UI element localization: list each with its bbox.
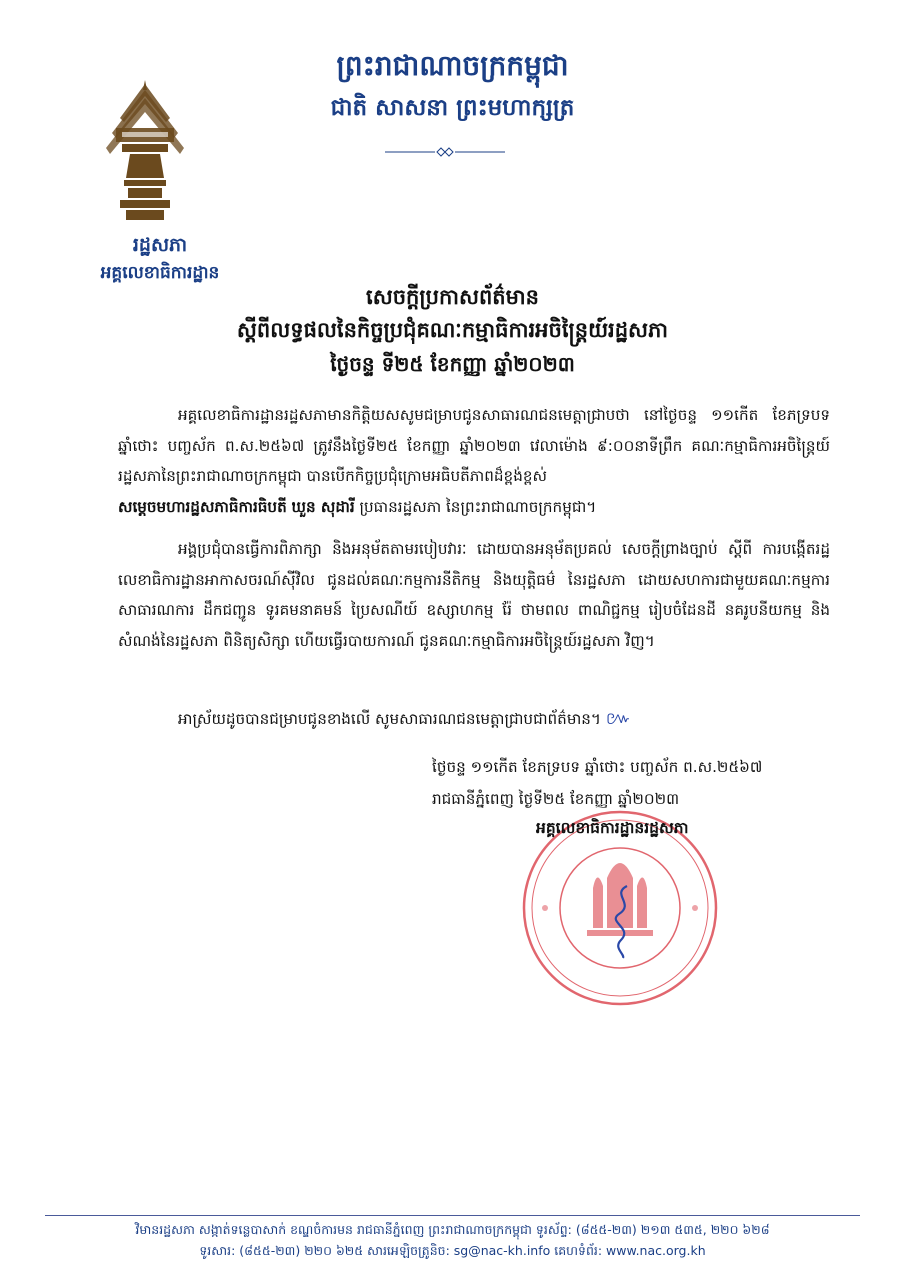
end-mark: ៚ <box>605 708 632 729</box>
solar-date: រាជធានីភ្នំពេញ ថ្ងៃទី២៥ ខែកញ្ញា ឆ្នាំ២០២៣ <box>432 790 680 808</box>
paragraph-3 <box>178 704 828 735</box>
kingdom-title: ព្រះរាជាណាចក្រកម្ពុជា <box>336 49 569 82</box>
ministry-department: អគ្គលេខាធិការដ្ឋាន <box>100 263 220 283</box>
ministry-name: រដ្ឋសភា <box>132 234 188 256</box>
national-motto: ជាតិ សាសនា ព្រះមហាក្សត្រ <box>330 95 575 121</box>
closing-text: អាស្រ័យដូចបានជម្រាបជូនខាងលើ សូមសាធារណជនមេត្តាជ្រាបជាព័ត៌មាន។ <box>178 710 601 728</box>
document-date: ថ្ងៃចន្ទ ទី២៥ ខែកញ្ញា ឆ្នាំ២០២៣ <box>330 352 575 376</box>
footer-contact: ទូរសារ: (៨៥៥-២៣) ២២០ ៦២៥ សារអេឡិចត្រូនិច: sg@nac-kh.info គេហទំព័រ: www.nac.org.kh <box>199 1243 706 1258</box>
signatory-title: អគ្គលេខាធិការដ្ឋានរដ្ឋសភា <box>536 819 689 837</box>
chair-title: សម្តេចមហារដ្ឋសភាធិការធិបតី <box>118 497 287 516</box>
paragraph-2: អង្គប្រជុំបានធ្វើការពិភាក្សា និងអនុម័តតាមរបៀបវារៈ ដោយបានអនុម័តប្រគល់ សេចក្តីព្រាងច្បាប់ ស្តីពី ការបង្កើតរដ្ឋលេខាធិការដ្ឋានអាកាសចរណ៍ស៊ីវិល ជូនដល់គណៈកម្មការនីតិកម្ម និងយុត្តិធម៌ នៃរដ្ឋសភា ដោយសហការជាមួយគណៈកម្មការសាធារណការ ដឹកជញ្ជូន ទូរគមនាគមន៍ ប្រៃសណីយ៍ ឧស្សាហកម្ម រ៉ែ ថាមពល ពាណិជ្ជកម្ម រៀបចំដែនដី នគរូបនីយកម្ម និងសំណង់នៃរដ្ឋសភា ពិនិត្យសិក្សា ហើយធ្វើរបាយការណ៍ ជូនគណៈកម្មាធិការអចិន្ត្រៃយ៍រដ្ឋសភា វិញ។ <box>118 540 830 650</box>
paragraph-1-ending: ប្រធានរដ្ឋសភា នៃព្រះរាជាណាចក្រកម្ពុជា។ <box>359 497 597 516</box>
lunar-date: ថ្ងៃចន្ទ ១១កើត ខែភទ្របទ ឆ្នាំថោះ បញ្ចស័ក ព.ស.២៥៦៧ <box>432 758 763 776</box>
footer-divider <box>45 1215 860 1216</box>
chair-name: ឃួន សុដារី <box>291 497 355 516</box>
paragraph-1-text: អគ្គលេខាធិការដ្ឋានរដ្ឋសភាមានកិត្តិយសសូមជម្រាបជូនសាធារណជនមេត្តាជ្រាបថា នៅថ្ងៃចន្ទ ១១កើត ខែភទ្របទ ឆ្នាំថោះ បញ្ចស័ក ព.ស.២៥៦៧ ត្រូវនឹងថ្ងៃទី២៥ ខែកញ្ញា ឆ្នាំ២០២៣ វេលាម៉ោង ៩:០០នាទីព្រឹក គណៈកម្មាធិការអចិន្ត្រៃយ៍រដ្ឋសភានៃព្រះរាជាណាចក្រកម្ពុជា បានបើកកិច្ចប្រជុំក្រោមអធិបតីភាពដ៏ខ្ពង់ខ្ពស់ <box>118 406 830 485</box>
document-subject: ស្តីពីលទ្ធផលនៃកិច្ចប្រជុំគណៈកម្មាធិការអចិន្ត្រៃយ៍រដ្ឋសភា <box>236 318 669 342</box>
national-assembly-emblem-icon <box>100 78 190 223</box>
paragraph-1 <box>118 400 830 522</box>
footer-address: វិមានរដ្ឋសភា សង្កាត់ទន្លេបាសាក់ ខណ្ឌចំការមន រាជធានីភ្នំពេញ ព្រះរាជាណាចក្រកម្ពុជា ទូរស័ព្ទ: (៨៥៥-២៣) ២១៣ ៥៣៥, ២២០ ៦២៨ <box>135 1222 770 1237</box>
document-title: សេចក្តីប្រកាសព័ត៌មាន <box>366 285 539 309</box>
divider-ornament <box>385 147 505 157</box>
